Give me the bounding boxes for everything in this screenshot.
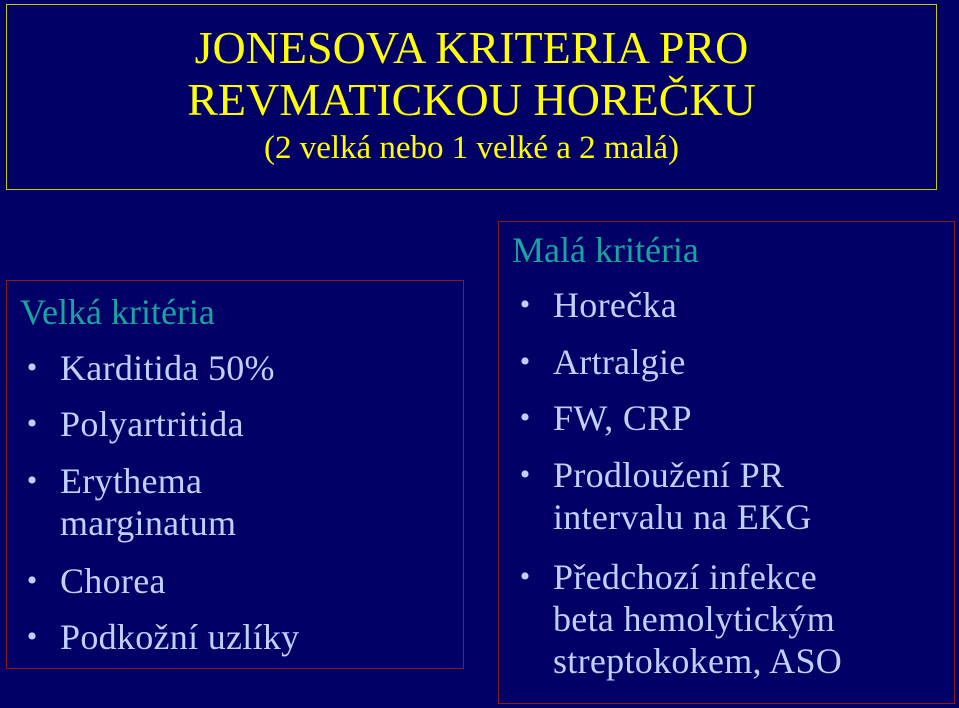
item-text: Polyartritida bbox=[60, 404, 244, 444]
bullet: • bbox=[26, 464, 38, 497]
list-item-podkozni-uzliky bbox=[26, 616, 300, 658]
bullet: • bbox=[519, 401, 531, 434]
bullet: • bbox=[26, 564, 38, 597]
bullet: • bbox=[26, 620, 38, 653]
bullet: • bbox=[26, 351, 38, 384]
minor-criteria-heading: Malá kritéria bbox=[512, 230, 699, 270]
title-line-2: REVMATICKOU HOREČKU bbox=[187, 74, 756, 125]
item-text-continued: streptokokem, ASO bbox=[553, 641, 843, 681]
item-text: FW, CRP bbox=[553, 398, 692, 438]
list-item-karditida bbox=[26, 347, 275, 389]
list-item-horecka bbox=[519, 284, 678, 326]
bullet: • bbox=[519, 560, 531, 593]
list-item-prodlouzeni-pr bbox=[519, 454, 812, 538]
subtitle: (2 velká nebo 1 velké a 2 malá) bbox=[263, 130, 680, 166]
item-text: Prodloužení PR bbox=[553, 455, 785, 495]
list-item-chorea bbox=[26, 560, 166, 602]
item-text-continued: intervalu na EKG bbox=[553, 497, 812, 537]
bullet: • bbox=[519, 458, 531, 491]
list-item-erythema bbox=[26, 460, 237, 544]
bullet: • bbox=[519, 345, 531, 378]
item-text: Horečka bbox=[553, 285, 678, 325]
item-text-continued: beta hemolytickým bbox=[553, 599, 836, 639]
title-box bbox=[6, 4, 937, 190]
item-text: Erythema bbox=[60, 461, 203, 501]
item-text-continued: marginatum bbox=[60, 503, 237, 543]
list-item-predchozi-infekce bbox=[519, 556, 843, 682]
item-text: Předchozí infekce bbox=[553, 557, 817, 597]
list-item-polyartritida bbox=[26, 403, 244, 445]
title-line-1: JONESOVA KRITERIA PRO bbox=[194, 22, 749, 73]
item-text: Artralgie bbox=[553, 342, 686, 382]
list-item-artralgie bbox=[519, 341, 686, 383]
major-criteria-heading: Velká kritéria bbox=[20, 292, 215, 332]
item-text: Podkožní uzlíky bbox=[60, 617, 300, 657]
list-item-fw-crp bbox=[519, 397, 692, 439]
bullet: • bbox=[26, 407, 38, 440]
item-text: Chorea bbox=[60, 561, 166, 601]
bullet: • bbox=[519, 288, 531, 321]
item-text: Karditida 50% bbox=[60, 348, 275, 388]
